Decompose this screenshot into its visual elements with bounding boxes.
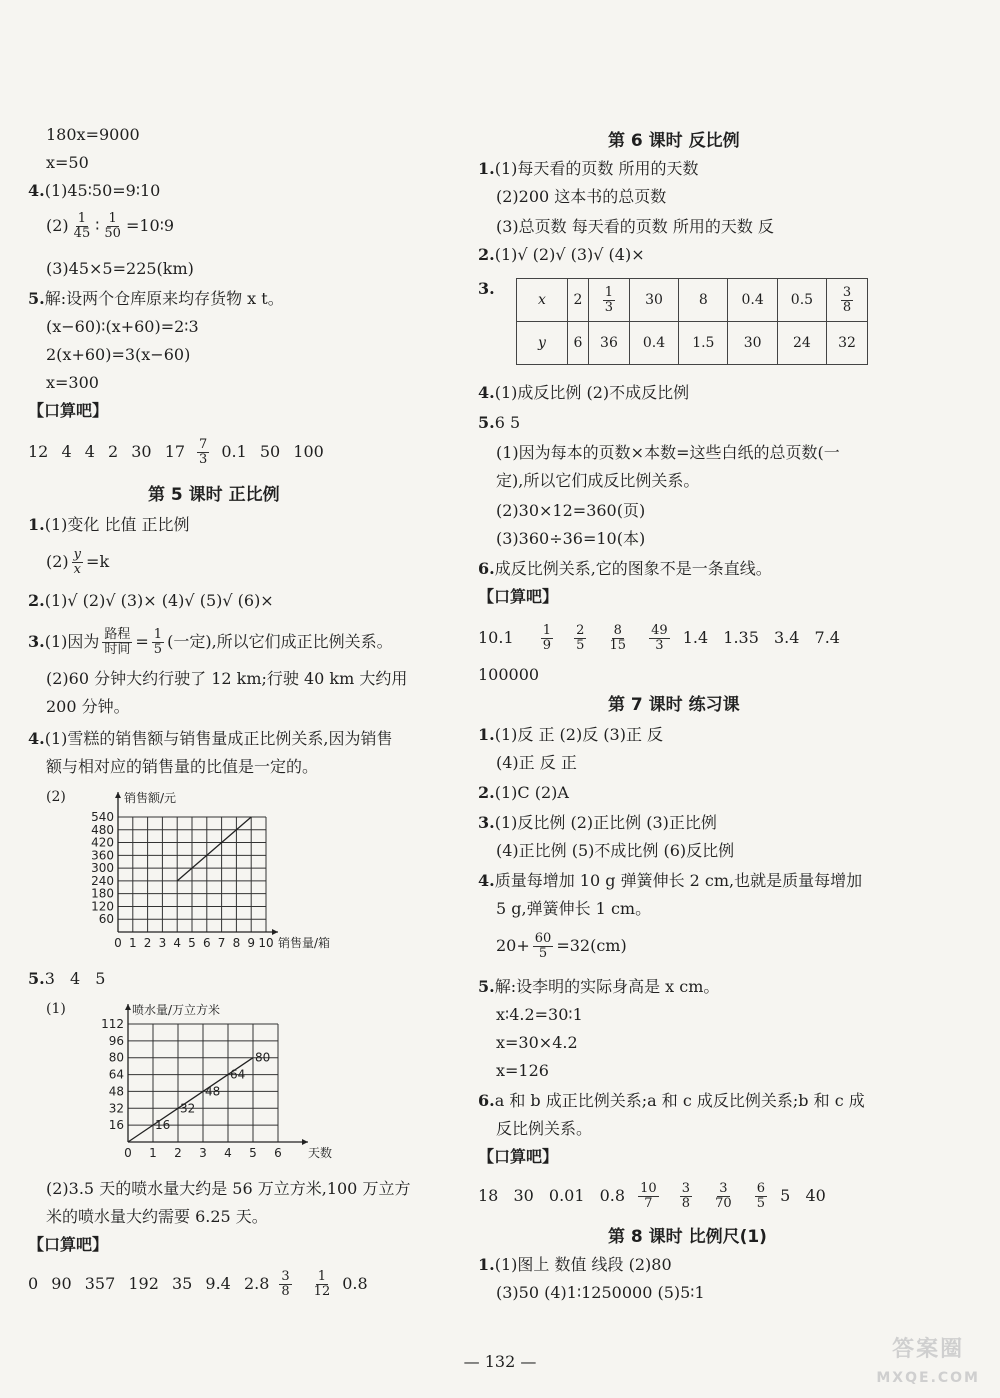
answer-line: (2)3.5 天的喷水量大约是 56 万立方米,100 万立方 (46, 1179, 411, 1198)
answer-text: (1)√ (2)√ (3)× (4)√ (5)√ (6)× (44, 591, 274, 610)
fraction: $\frac{y}{x}$ (73, 547, 82, 577)
y-axis-arrow (115, 792, 121, 798)
mental-math-answers (478, 624, 840, 653)
x-tick-label: 7 (217, 936, 226, 950)
data-label: 48 (205, 1084, 221, 1099)
lesson7-question-5 (478, 976, 719, 998)
table-cell: 32 (827, 322, 868, 365)
answer-text: 0.8 (342, 1274, 368, 1293)
answer-text: (1)雪糕的销售额与销售量成正比例关系,因为销售 (44, 729, 393, 748)
table-cell: 24 (777, 322, 826, 365)
page-number: — 132 — (463, 1352, 537, 1371)
section-heading: 【口算吧】 (478, 587, 559, 606)
mental-math-answers (28, 1270, 368, 1299)
answer-line: (3)总页数 每天看的页数 所用的天数 反 (496, 217, 774, 236)
answer-line: x∶4.2=30∶1 (496, 1005, 583, 1024)
watermark-logo: 答案圈 MXQE.COM (876, 1337, 980, 1386)
answer-line: x=126 (496, 1061, 549, 1080)
xy-table (516, 278, 868, 365)
x-axis-arrow (302, 1139, 308, 1145)
answer-text: 质量每增加 10 g 弹簧伸长 2 cm,也就是质量每增加 (494, 871, 863, 890)
answer-text: 解:设两个仓库原来均存货物 x t。 (44, 289, 284, 308)
fraction: $\frac{6}{5}$ (756, 1181, 766, 1211)
question-number: 1. (478, 725, 495, 744)
lesson6-question-3 (478, 278, 495, 300)
answer-text: (1)45∶50=9∶10 (44, 181, 161, 200)
answer-text: 10.1 (478, 628, 514, 647)
answer-line: (2)30×12=360(页) (496, 501, 646, 520)
y-tick-label: 360 (91, 848, 114, 863)
question-number: 6. (478, 559, 495, 578)
fraction: $\frac{8}{15}$ (609, 623, 627, 653)
section-heading: 【口算吧】 (28, 401, 109, 420)
x-tick-label: 5 (249, 1146, 257, 1160)
answer-text: (1)C (2)A (494, 783, 569, 802)
table-cell: 6 (568, 322, 589, 365)
question-number: 2. (478, 783, 495, 802)
answer-line: 2(x+60)=3(x−60) (46, 345, 191, 364)
answer-text: (1)变化 比值 正比例 (44, 515, 190, 534)
answer-text: 1.4 1.35 3.4 7.4 (682, 628, 840, 647)
colon: ∶ (95, 216, 100, 235)
table-cell: 0.4 (629, 322, 678, 365)
answer-line: (3)360÷36=10(本) (496, 529, 646, 548)
lesson5-question-5 (28, 968, 105, 990)
table-cell: y (517, 322, 568, 365)
lesson7-question-6 (478, 1090, 865, 1112)
table-cell (589, 279, 630, 322)
table-cell: 36 (589, 322, 630, 365)
answer-text: 6 5 (494, 413, 521, 432)
x-tick-label: 1 (149, 1146, 157, 1160)
x-tick-label: 2 (143, 936, 152, 950)
answer-text: 12 4 4 2 30 17 (28, 442, 186, 461)
y-tick-label: 540 (91, 810, 114, 824)
answer-line: x=30×4.2 (496, 1033, 578, 1052)
fraction: $\frac{1}{9}$ (542, 623, 551, 653)
data-label: 64 (230, 1067, 246, 1082)
fraction: $\frac{1}{3}$ (604, 284, 614, 315)
answer-text: (2) (46, 216, 69, 235)
y-axis-label: 销售额/元 (124, 791, 177, 805)
lesson-5-title: 第 5 课时 正比例 (148, 485, 280, 505)
y-tick-label: 180 (91, 886, 114, 901)
table-cell: 30 (629, 279, 678, 322)
lesson-8-title: 第 8 课时 比例尺(1) (608, 1227, 767, 1247)
lesson5-question-1 (28, 514, 190, 536)
table-cell: 30 (728, 322, 777, 365)
question-number: 3. (478, 813, 495, 832)
answer-line: (1) (46, 1001, 66, 1017)
table-cell: 1.5 (679, 322, 728, 365)
table-cell: 0.5 (777, 279, 826, 322)
answer-text: (1)反比例 (2)正比例 (3)正比例 (494, 813, 717, 832)
mental-math-answers (28, 438, 324, 467)
question-number: 1. (478, 159, 495, 178)
x-tick-label: 3 (199, 1146, 207, 1160)
answer-text: 20+ (496, 936, 530, 955)
answer-text: 18 30 0.01 0.8 (478, 1186, 626, 1205)
fraction: $\frac{1}{50}$ (104, 211, 121, 241)
answer-text: =32(cm) (556, 936, 627, 955)
answer-line: 额与相对应的销售量的比值是一定的。 (46, 757, 319, 776)
answer-text: 3 4 5 (44, 969, 106, 988)
lesson5-question-2 (28, 590, 274, 612)
answer-line: (2) (46, 789, 66, 805)
answer-line: (x−60)∶(x+60)=2∶3 (46, 317, 199, 336)
lesson7-question-1 (478, 724, 663, 746)
fraction: $\frac{3}{70}$ (715, 1181, 732, 1211)
fraction: $\frac{49}{3}$ (651, 623, 668, 653)
series-line (177, 817, 251, 881)
question-number: 5. (478, 413, 495, 432)
table-cell: 2 (568, 279, 589, 322)
question-number: 4. (478, 871, 495, 890)
equation-line: x=50 (46, 153, 89, 172)
x-tick-label: 1 (128, 936, 137, 950)
answer-line: 定),所以它们成反比例关系。 (496, 471, 700, 490)
y-tick-label: 240 (91, 873, 114, 888)
x-tick-label: 9 (247, 936, 256, 950)
y-tick-label: 480 (91, 822, 114, 837)
x-tick-label: 6 (202, 936, 211, 950)
x-tick-label: 8 (232, 936, 241, 950)
x-tick-label: 0 (124, 1146, 132, 1160)
answer-text: 0.1 50 100 (221, 442, 324, 461)
answer-line: (3)45×5=225(km) (46, 259, 194, 278)
x-axis-arrow (272, 929, 278, 935)
answer-line: 米的喷水量大约需要 6.25 天。 (46, 1207, 268, 1226)
y-tick-label: 80 (108, 1050, 124, 1065)
fraction: $\frac{1}{12}$ (313, 1269, 331, 1299)
question-number: 1. (478, 1255, 495, 1274)
answer-text: 解:设李明的实际身高是 x cm。 (494, 977, 720, 996)
lesson6-question-1 (478, 158, 698, 180)
fraction: $\frac{3}{8}$ (281, 1269, 290, 1299)
fraction: $\frac{60}{5}$ (534, 931, 552, 961)
y-tick-label: 16 (108, 1118, 124, 1133)
answer-text: (一定),所以它们成正比例关系。 (167, 632, 393, 651)
question-number: 4. (28, 729, 45, 748)
y-tick-label: 48 (108, 1084, 124, 1099)
question-number: 2. (28, 591, 45, 610)
mental-math-answers (478, 1182, 826, 1211)
lesson5-question-4 (28, 728, 392, 750)
answer-line: (4)正 反 正 (496, 753, 577, 772)
answer-text: (2) (46, 552, 69, 571)
fraction: $\frac{\text{路程}}{\text{时间}}$ (104, 627, 131, 657)
answer-line: (4)正比例 (5)不成比例 (6)反比例 (496, 841, 735, 860)
x-axis-label: 销售量/箱 (278, 936, 331, 950)
question-number: 3. (478, 279, 495, 298)
answer-line: 100000 (478, 665, 540, 684)
y-tick-label: 96 (108, 1033, 124, 1048)
y-tick-label: 120 (91, 899, 114, 914)
answer-text: (1)图上 数值 线段 (2)80 (494, 1255, 672, 1274)
y-tick-label: 420 (91, 835, 114, 850)
answer-text: a 和 b 成正比例关系;a 和 c 成反比例关系;b 和 c 成 (494, 1091, 865, 1110)
answer-text: =10∶9 (125, 216, 175, 235)
question-number: 3. (28, 632, 45, 651)
lesson6-question-6 (478, 558, 772, 580)
x-axis-label: 天数 (308, 1146, 333, 1160)
answer-line: x=300 (46, 373, 99, 392)
question-4 (28, 180, 160, 202)
x-tick-label: 4 (173, 936, 182, 950)
fraction: $\frac{1}{45}$ (73, 211, 91, 241)
answer-line: (3)50 (4)1∶1250000 (5)5∶1 (496, 1283, 705, 1302)
answer-text: 5 40 (780, 1186, 826, 1205)
answer-text: (1)反 正 (2)反 (3)正 反 (494, 725, 664, 744)
lesson-7-title: 第 7 课时 练习课 (608, 695, 740, 715)
y-tick-label: 300 (91, 861, 114, 876)
answer-text: (1)成反比例 (2)不成反比例 (494, 383, 690, 402)
x-tick-label: 0 (114, 936, 122, 950)
answer-line: (2)60 分钟大约行驶了 12 km;行驶 40 km 大约用 (46, 669, 408, 688)
x-tick-label: 4 (224, 1146, 232, 1160)
answer-text: (1)每天看的页数 所用的天数 (494, 159, 699, 178)
answer-text: =k (86, 552, 110, 571)
answer-text: = (135, 632, 149, 651)
answer-line (46, 212, 174, 241)
water-chart (68, 996, 348, 1172)
sales-chart (78, 782, 368, 962)
answer-line: 5 g,弹簧伸长 1 cm。 (496, 899, 652, 918)
y-tick-label: 112 (101, 1017, 124, 1031)
fraction: $\frac{1}{5}$ (153, 627, 163, 657)
table-cell: 0.4 (728, 279, 777, 322)
question-number: 5. (478, 977, 495, 996)
table-row-x (517, 279, 868, 322)
x-tick-label: 10 (258, 936, 274, 950)
x-tick-label: 6 (274, 1146, 282, 1160)
question-5 (28, 288, 284, 310)
lesson7-question-4 (478, 870, 862, 892)
answer-text: 成反比例关系,它的图象不是一条直线。 (494, 559, 772, 578)
lesson7-question-2 (478, 782, 569, 804)
answer-line (46, 548, 109, 577)
answer-line: (1)因为每本的页数×本数=这些白纸的总页数(一 (496, 443, 840, 462)
lesson6-question-4 (478, 382, 689, 404)
question-number: 2. (478, 245, 495, 264)
question-number: 5. (28, 969, 45, 988)
fraction: $\frac{7}{3}$ (199, 437, 208, 467)
y-tick-label: 64 (108, 1067, 124, 1082)
x-tick-label: 3 (158, 936, 167, 950)
answer-line: 反比例关系。 (496, 1119, 593, 1138)
question-number: 4. (28, 181, 45, 200)
lesson-6-title: 第 6 课时 反比例 (608, 131, 740, 151)
question-number: 1. (28, 515, 45, 534)
equation-line: 180x=9000 (46, 125, 140, 144)
answer-text: (1)因为 (44, 632, 100, 651)
table-row-y (517, 322, 868, 365)
x-tick-label: 5 (188, 936, 196, 950)
fraction: $\frac{10}{7}$ (640, 1181, 657, 1211)
lesson5-question-3 (28, 628, 393, 657)
question-number: 4. (478, 383, 495, 402)
answer-line (496, 932, 627, 961)
y-axis-arrow (125, 1004, 131, 1010)
question-number: 5. (28, 289, 45, 308)
table-cell: x (517, 279, 568, 322)
answer-text: 0 90 357 192 35 9.4 2.8 (28, 1274, 270, 1293)
section-heading: 【口算吧】 (478, 1147, 559, 1166)
fraction: $\frac{2}{5}$ (576, 623, 585, 653)
lesson7-question-3 (478, 812, 717, 834)
answer-line: 200 分钟。 (46, 697, 130, 716)
lesson8-question-1 (478, 1254, 672, 1276)
fraction: $\frac{3}{8}$ (681, 1181, 691, 1211)
table-cell: 8 (679, 279, 728, 322)
data-label: 16 (155, 1118, 171, 1133)
data-label: 32 (180, 1101, 196, 1116)
lesson6-question-2 (478, 244, 645, 266)
lesson6-question-5 (478, 412, 520, 434)
y-tick-label: 60 (98, 912, 114, 927)
fraction: $\frac{3}{8}$ (842, 284, 852, 315)
answer-line: (2)200 这本书的总页数 (496, 187, 667, 206)
answer-text: (1)√ (2)√ (3)√ (4)× (494, 245, 645, 264)
data-label: 80 (255, 1050, 271, 1065)
x-tick-label: 2 (174, 1146, 182, 1160)
section-heading: 【口算吧】 (28, 1235, 109, 1254)
y-tick-label: 32 (108, 1101, 124, 1116)
question-number: 6. (478, 1091, 495, 1110)
y-axis-label: 喷水量/万立方米 (132, 1003, 221, 1017)
table-cell (827, 279, 868, 322)
